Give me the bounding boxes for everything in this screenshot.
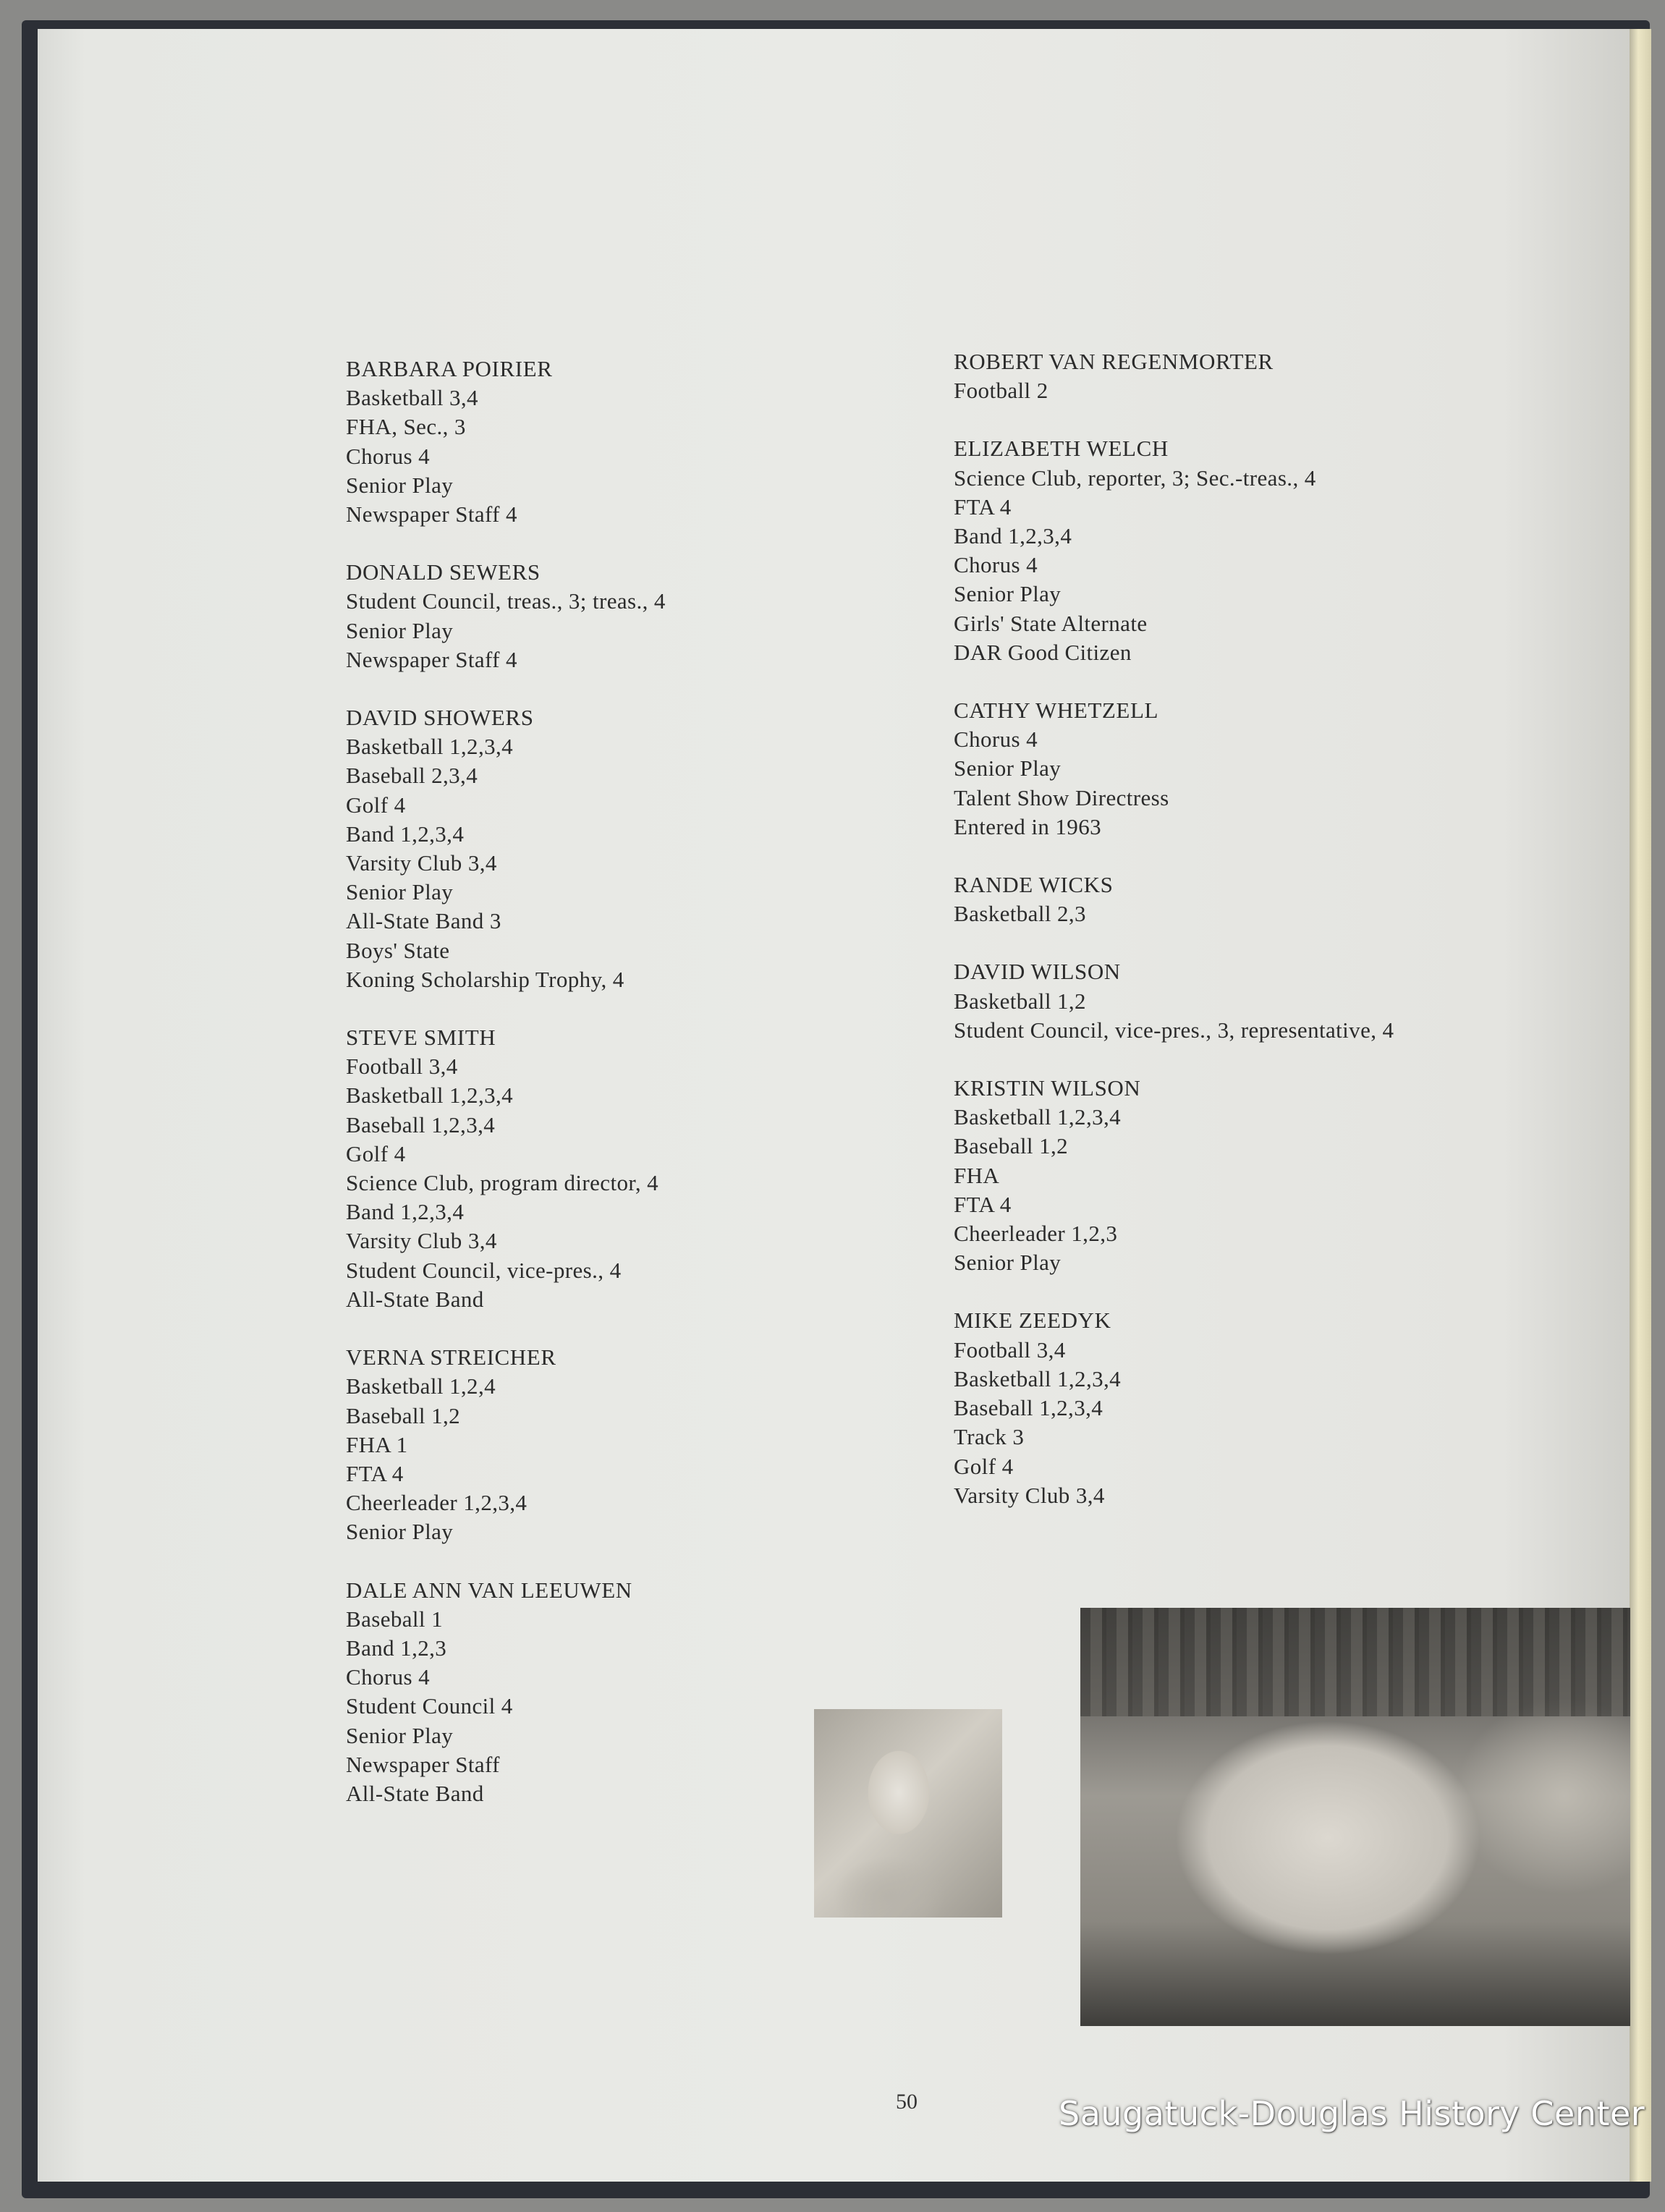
page-edges [1630,29,1651,2182]
activity-line: Talent Show Directress [954,784,1169,810]
activity-line: Basketball 1,2,3,4 [954,1104,1122,1130]
senior-entry [954,1306,1605,1509]
senior-name: DAVID SHOWERS [346,705,534,731]
activity-line: All-State Band 3 [346,908,501,934]
activity-line: Basketball 1,2,3,4 [346,1082,514,1109]
senior-name: DAVID WILSON [954,959,1121,985]
senior-entry [346,1023,925,1314]
activity-line: Baseball 1,2,3,4 [346,1111,496,1137]
activity-line: Cheerleader 1,2,3 [954,1221,1118,1247]
senior-name: STEVE SMITH [346,1025,496,1051]
activity-line: Chorus 4 [346,443,431,469]
senior-entry [954,870,1605,928]
activity-line: Band 1,2,3,4 [954,523,1072,549]
activity-line: Chorus 4 [346,1664,431,1690]
activity-line: Golf 4 [346,1140,406,1166]
senior-name: CATHY WHETZELL [954,698,1159,724]
activity-line: All-State Band [346,1286,484,1312]
activity-line: Boys' State [346,937,450,963]
photo-student-portrait [814,1709,1002,1918]
activity-line: Chorus 4 [954,726,1038,753]
activity-line: Varsity Club 3,4 [954,1482,1105,1508]
activity-line: Newspaper Staff 4 [346,646,517,672]
senior-name: MIKE ZEEDYK [954,1308,1111,1334]
activity-line: Baseball 2,3,4 [346,763,478,789]
senior-entry [954,347,1605,405]
activity-line: Basketball 3,4 [346,385,478,411]
activity-line: FHA [954,1162,1000,1188]
senior-entry [954,696,1605,842]
activity-line: Newspaper Staff [346,1751,500,1777]
activity-line: Senior Play [954,581,1062,607]
activity-line: All-State Band [346,1780,484,1806]
photo-student-resting-head [1080,1608,1630,2026]
activity-line: Band 1,2,3,4 [346,1199,465,1225]
activity-line: Basketball 1,2 [954,988,1086,1014]
senior-entry [346,703,925,994]
activity-line: Entered in 1963 [954,813,1102,839]
activity-line: Football 3,4 [954,1336,1066,1363]
senior-entry [346,355,925,529]
activity-line: Football 2 [954,378,1048,404]
activity-line: Chorus 4 [954,552,1038,578]
activity-line: FTA 4 [346,1460,404,1486]
activity-line: Cheerleader 1,2,3,4 [346,1490,528,1516]
senior-name: ELIZABETH WELCH [954,436,1169,462]
activity-line: Band 1,2,3 [346,1635,447,1661]
activity-line: Basketball 1,2,3,4 [954,1365,1122,1391]
activity-line: Student Council 4 [346,1693,513,1719]
watermark: Saugatuck-Douglas History Center [1059,2094,1645,2133]
senior-name: DALE ANN VAN LEEUWEN [346,1577,632,1603]
senior-entry [954,434,1605,667]
activity-line: Varsity Club 3,4 [346,850,497,876]
senior-name: ROBERT VAN REGENMORTER [954,349,1274,374]
senior-entry [346,1343,925,1546]
activity-line: Senior Play [346,617,454,643]
activity-line: DAR Good Citizen [954,639,1132,665]
activity-line: Football 3,4 [346,1054,458,1080]
activity-line: Girls' State Alternate [954,610,1148,636]
page-number: 50 [896,2090,918,2114]
activity-line: Senior Play [954,1250,1062,1276]
activity-line: Student Council, treas., 3; treas., 4 [346,588,666,614]
activity-line: Varsity Club 3,4 [346,1228,497,1254]
right-column [954,347,1605,1539]
activity-line: Science Club, reporter, 3; Sec.-treas., 4 [954,465,1316,491]
activity-line: Senior Play [346,879,454,905]
senior-entry [954,1074,1605,1277]
activity-line: Track 3 [954,1424,1025,1450]
activity-line: Band 1,2,3,4 [346,821,465,847]
activity-line: Basketball 2,3 [954,901,1086,927]
activity-line: FTA 4 [954,1191,1012,1217]
activity-line: FHA, Sec., 3 [346,414,466,440]
activity-line: Senior Play [346,1519,454,1545]
activity-line: Baseball 1,2 [346,1402,461,1428]
activity-line: FTA 4 [954,493,1012,520]
senior-name: BARBARA POIRIER [346,356,553,381]
senior-name: RANDE WICKS [954,872,1114,898]
activity-line: Basketball 1,2,3,4 [346,734,514,760]
activity-line: Baseball 1 [346,1606,443,1632]
activity-line: Senior Play [346,1722,454,1748]
senior-entry [954,957,1605,1045]
activity-line: Golf 4 [346,792,406,818]
senior-name: VERNA STREICHER [346,1344,556,1370]
bookshelf-background [1080,1608,1630,1716]
activity-line: Koning Scholarship Trophy, 4 [346,966,624,992]
activity-line: Science Club, program director, 4 [346,1170,659,1196]
left-column [346,355,925,1837]
activity-line: Basketball 1,2,4 [346,1373,496,1399]
activity-line: Student Council, vice-pres., 4 [346,1257,622,1283]
senior-name: DONALD SEWERS [346,559,541,585]
activity-line: Newspaper Staff 4 [346,501,517,527]
activity-line: Student Council, vice-pres., 3, representative, 4 [954,1017,1394,1043]
activity-line: Senior Play [346,472,454,498]
activity-line: Senior Play [954,755,1062,781]
senior-name: KRISTIN WILSON [954,1075,1141,1101]
activity-line: FHA 1 [346,1431,408,1457]
senior-entry [346,558,925,674]
activity-line: Baseball 1,2 [954,1133,1069,1159]
activity-line: Baseball 1,2,3,4 [954,1395,1103,1421]
activity-line: Golf 4 [954,1453,1014,1479]
